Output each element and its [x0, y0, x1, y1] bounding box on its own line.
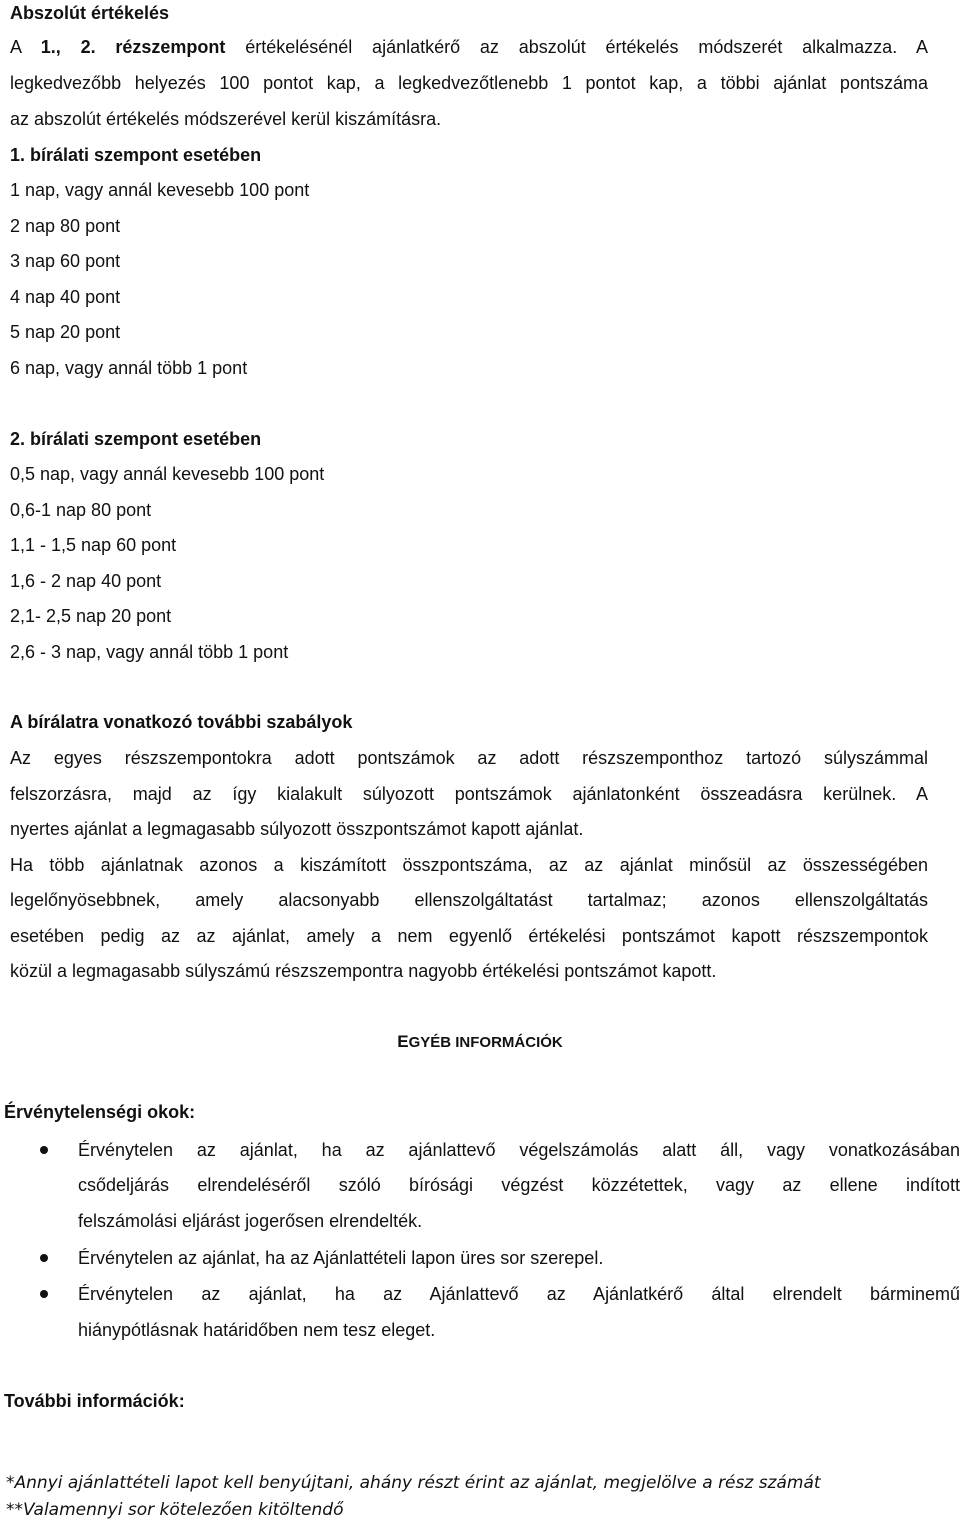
bullet-icon	[40, 1290, 48, 1298]
criterion-2-item: 2,6 - 3 nap, vagy annál több 1 pont	[10, 642, 289, 662]
text-rest: értékelésénél ajánlatkérő az abszolút értékelés módszerét alkalmazza. A	[225, 37, 928, 57]
paragraph-abszolut-line-2: legkedvezőbb helyezés 100 pontot kap, a legkedvezőtlenebb 1 pontot kap, a többi ajánlat pontszáma	[10, 73, 928, 93]
further-info-heading: További információk:	[4, 1391, 185, 1411]
section-title-abszolut: Abszolút értékelés	[10, 3, 170, 23]
footnote: *Annyi ajánlattételi lapot kell benyújtani, ahány részt érint az ajánlat, megjelölve a rész számát	[6, 1473, 821, 1493]
criterion-2-item: 1,1 - 1,5 nap 60 pont	[10, 535, 177, 555]
criterion-2-item: 0,5 nap, vagy annál kevesebb 100 pont	[10, 464, 325, 484]
paragraph-abszolut-line-3: az abszolút értékelés módszerével kerül kiszámításra.	[10, 109, 442, 129]
text-criteria-ref: 1., 2. rézszempont	[40, 37, 226, 57]
paragraph-abszolut-line-1	[10, 36, 928, 58]
rules-p2-line: Ha több ajánlatnak azonos a kiszámított összpontszáma, az az ajánlat minősül az összességében	[10, 855, 928, 875]
criterion-1-item: 1 nap, vagy annál kevesebb 100 pont	[10, 180, 310, 200]
criterion-1-item: 4 nap 40 pont	[10, 287, 121, 307]
heading-initial: E	[397, 1032, 409, 1051]
invalid-bullet-1-line: csődeljárás elrendeléséről szóló bírósági végzést közzétettek, vagy az ellene indított	[78, 1175, 960, 1195]
rules-p2-line: közül a legmagasabb súlyszámú részszempontra nagyobb értékelési pontszámot kapott.	[10, 961, 717, 981]
criterion-2-heading: 2. bírálati szempont esetében	[10, 429, 262, 449]
invalid-bullet-3-line: hiánypótlásnak határidőben nem tesz eleget.	[78, 1320, 436, 1340]
invalid-bullet-2: Érvénytelen az ajánlat, ha az Ajánlattételi lapon üres sor szerepel.	[78, 1248, 604, 1268]
invalid-bullet-1-line: felszámolási eljárást jogerősen elrendelték.	[78, 1211, 423, 1231]
rules-p1-line: Az egyes részszempontokra adott pontszámok az adott részszemponthoz tartozó súlyszámmal	[10, 748, 928, 768]
rules-p1-line: nyertes ajánlat a legmagasabb súlyozott összpontszámot kapott ajánlat.	[10, 819, 584, 839]
invalid-heading: Érvénytelenségi okok:	[4, 1102, 196, 1122]
text-prefix: A	[10, 37, 41, 57]
criterion-1-item: 2 nap 80 pont	[10, 216, 121, 236]
criterion-1-item: 6 nap, vagy annál több 1 pont	[10, 358, 248, 378]
criterion-2-item: 1,6 - 2 nap 40 pont	[10, 571, 162, 591]
rules-p2-line: legelőnyösebbnek, amely alacsonyabb ellenszolgáltatást tartalmaz; azonos ellenszolgáltatás	[10, 890, 928, 910]
footnote: **Valamennyi sor kötelezően kitöltendő	[6, 1500, 344, 1520]
criterion-1-item: 3 nap 60 pont	[10, 251, 121, 271]
bullet-icon	[40, 1146, 48, 1154]
invalid-bullet-1-line: Érvénytelen az ajánlat, ha az ajánlattevő végelszámolás alatt áll, vagy vonatkozásában	[78, 1140, 960, 1160]
heading-rest: GYÉB INFORMÁCIÓK	[408, 1034, 563, 1051]
rules-p1-line: felszorzásra, majd az így kialakult súlyozott pontszámok ajánlatonként összeadásra kerülnek. A	[10, 784, 928, 804]
rules-heading: A bírálatra vonatkozó további szabályok	[10, 712, 353, 732]
criterion-2-item: 2,1- 2,5 nap 20 pont	[10, 606, 172, 626]
criterion-1-heading: 1. bírálati szempont esetében	[10, 145, 262, 165]
bullet-icon	[40, 1254, 48, 1262]
other-info-heading	[0, 1032, 960, 1053]
criterion-1-item: 5 nap 20 pont	[10, 322, 121, 342]
invalid-bullet-3-line: Érvénytelen az ajánlat, ha az Ajánlattevő az Ajánlatkérő által elrendelt bárminemű	[78, 1284, 960, 1304]
criterion-2-item: 0,6-1 nap 80 pont	[10, 500, 152, 520]
rules-p2-line: esetében pedig az az ajánlat, amely a nem egyenlő értékelési pontszámot kapott részszempontok	[10, 926, 928, 946]
